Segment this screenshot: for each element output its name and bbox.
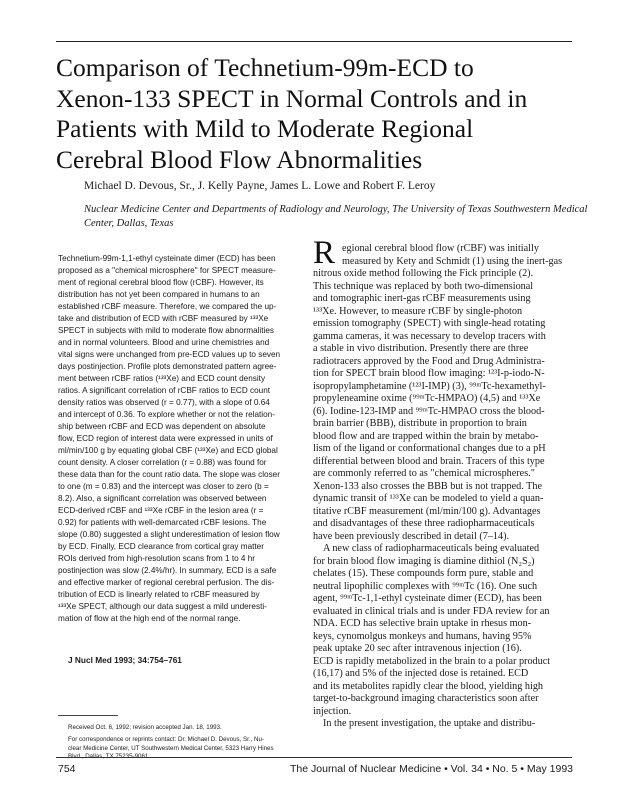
abstract-line: ROIs derived from high-resolution scans from 1 to 4 hr bbox=[58, 554, 256, 563]
article-title bbox=[56, 53, 576, 175]
abstract-line: and in normal volunteers. Blood and urine chemistries and bbox=[58, 338, 270, 347]
abstract-line: ship between rCBF and ECD was dependent on absolute bbox=[58, 422, 266, 431]
body-line: In the present investigation, the uptake and distribu- bbox=[323, 718, 536, 729]
title-line: Patients with Mild to Moderate Regional bbox=[56, 114, 474, 143]
abstract-line: flow, ECD region of interest data were expressed in units of bbox=[58, 434, 273, 443]
body-line: target-to-background imaging characteristics soon after bbox=[313, 693, 539, 704]
abstract-line: proposed as a "chemical microsphere" for SPECT measure- bbox=[58, 266, 276, 275]
footnote-line: For correspondence or reprints contact: Dr. Michael D. Devous, Sr., Nu- bbox=[68, 735, 265, 743]
title-line: Cerebral Blood Flow Abnormalities bbox=[56, 144, 423, 174]
title-line: Comparison of Technetium-99m-ECD to bbox=[56, 53, 474, 82]
bottom-rule bbox=[56, 757, 572, 758]
body-line: egional cerebral blood flow (rCBF) was initially bbox=[342, 243, 539, 254]
body-line: NDA. ECD has selective brain uptake in rhesus mon- bbox=[313, 618, 532, 629]
body-text bbox=[313, 243, 575, 731]
citation: J Nucl Med 1993; 34:754–761 bbox=[68, 655, 182, 665]
body-line: ¹³³Xe. However, to measure rCBF by single-photon bbox=[313, 305, 523, 317]
affiliation-line: Nuclear Medicine Center and Departments of Radiology and Neurology, The University of Texas Southwestern Medical bbox=[84, 204, 588, 215]
author-list: Michael D. Devous, Sr., J. Kelly Payne, James L. Lowe and Robert F. Leroy bbox=[84, 180, 436, 192]
body-line: have been previously described in detail (7–14). bbox=[313, 530, 510, 542]
abstract-line: days postinjection. Profile plots demonstrated pattern agree- bbox=[58, 362, 277, 371]
abstract-line: slope (0.80) suggested a slight underestimation of lesion flow bbox=[58, 530, 280, 539]
abstract-line: distribution has not yet been compared in humans to an bbox=[58, 290, 260, 299]
body-line: agent, ⁹⁹ᵐTc-1,1-ethyl cysteinate dimer (ECD), has been bbox=[313, 593, 542, 604]
abstract-line: 8.2). Also, a significant correlation was observed between bbox=[58, 494, 267, 503]
body-line: keys, cynomolgus monkeys and humans, having 95% bbox=[313, 630, 532, 642]
body-line: and disadvantages of these three radiopharmaceuticals bbox=[313, 518, 535, 529]
body-line: a stable in vivo distribution. Presently there are three bbox=[313, 343, 529, 354]
abstract-line: ratios. A significant correlation of rCBF ratios to ECD count bbox=[58, 386, 271, 395]
abstract-line: postinjection was slow (2.4%/hr). In summary, ECD is a safe bbox=[58, 566, 277, 575]
abstract-line: to one (m = 0.83) and the intercept was closer to zero (b = bbox=[58, 482, 269, 491]
drop-cap: R bbox=[313, 235, 336, 271]
body-line: (16,17) and 5% of the injected dose is retained. ECD bbox=[313, 668, 529, 679]
body-line: ECD is rapidly metabolized in the brain to a polar product bbox=[313, 655, 551, 667]
abstract-line: ment of regional cerebral blood flow (rCBF). However, its bbox=[58, 278, 264, 287]
body-line: lism of the ligand or conformational changes due to a pH bbox=[313, 443, 546, 454]
abstract-line: count density. A closer correlation (r = 0.88) was found for bbox=[58, 458, 267, 467]
body-line: and tomographic inert-gas rCBF measurements using bbox=[313, 293, 531, 304]
page-number: 754 bbox=[58, 763, 76, 775]
body-line: propyleneamine oxime (⁹⁹ᵐTc-HMPAO) (4,5) and ¹³³Xe bbox=[313, 393, 541, 404]
body-line: A new class of radiopharmaceuticals being evaluated bbox=[323, 543, 540, 554]
abstract-line: SPECT in subjects with mild to moderate flow abnormalities bbox=[58, 326, 274, 335]
body-line: tion for SPECT brain blood flow imaging: ¹²³I-p-iodo-N- bbox=[313, 368, 545, 379]
body-line: for brain blood flow imaging is diamine dithiol (N₂S₂) bbox=[313, 555, 535, 567]
abstract-line: by ECD. Finally, ECD clearance from cortical gray matter bbox=[58, 542, 264, 551]
abstract-line: established rCBF measure. Therefore, we compared the up- bbox=[58, 302, 277, 311]
footnote-line: clear Medicine Center, UT Southwestern Medical Center, 5323 Harry Hines bbox=[68, 744, 274, 752]
abstract-line: vital signs were unchanged from pre-ECD values up to seven bbox=[58, 350, 281, 359]
body-line: differential between blood and brain. Tracers of this type bbox=[313, 455, 545, 467]
body-line: are commonly referred to as "chemical microspheres." bbox=[313, 468, 535, 479]
body-line: dynamic transit of ¹³³Xe can be modeled to yield a quan- bbox=[313, 493, 544, 504]
abstract-line: ECD-derived rCBF and ¹³³Xe rCBF in the lesion area (r = bbox=[58, 506, 264, 515]
affiliation bbox=[84, 203, 588, 230]
abstract-line: Technetium-99m-1,1-ethyl cysteinate dimer (ECD) has been bbox=[58, 254, 276, 263]
abstract-line: and intercept of 0.36. To explore whether or not the relation- bbox=[58, 410, 275, 419]
body-line: isopropylamphetamine (¹²³I-IMP) (3), ⁹⁹ᵐTc-hexamethyl- bbox=[313, 380, 546, 392]
abstract bbox=[58, 253, 303, 625]
abstract-line: and effective marker of regional cerebral perfusion. The dis- bbox=[58, 578, 275, 587]
body-line: and its metabolites rapidly clear the blood, yielding high bbox=[313, 680, 544, 692]
top-rule bbox=[56, 41, 572, 42]
body-line: emission tomography (SPECT) with single-head rotating bbox=[313, 318, 546, 329]
affiliation-line: Center, Dallas, Texas bbox=[84, 217, 174, 229]
body-line: gamma cameras, it was necessary to develop tracers with bbox=[313, 330, 546, 342]
body-line: injection. bbox=[313, 705, 352, 717]
body-line: This technique was replaced by both two-dimensional bbox=[313, 280, 534, 292]
journal-footer: The Journal of Nuclear Medicine • Vol. 34 • No. 5 • May 1993 bbox=[290, 763, 574, 775]
abstract-line: take and distribution of ECD with rCBF measured by ¹³³Xe bbox=[58, 314, 269, 323]
abstract-line: mation of flow at the high end of the normal range. bbox=[58, 614, 241, 623]
footnote-rule bbox=[58, 715, 118, 716]
footnote-received: Received Oct. 6, 1992; revision accepted Jan. 18, 1993. bbox=[68, 724, 222, 731]
body-line: peak uptake 20 sec after intravenous injection (16). bbox=[313, 643, 522, 654]
abstract-line: 0.92) for patients with well-demarcated rCBF lesions. The bbox=[58, 518, 267, 527]
body-line: titative rCBF measurement (ml/min/100 g). Advantages bbox=[313, 505, 541, 517]
abstract-line: ml/min/100 g by equating global CBF (¹³³Xe) and ECD global bbox=[58, 446, 278, 455]
body-line: radiotracers approved by the Food and Drug Administra- bbox=[313, 355, 545, 367]
body-line: (6). Iodine-123-IMP and ⁹⁹ᵐTc-HMPAO cross the blood- bbox=[313, 405, 545, 417]
abstract-line: these data than for the count ratio data. The slope was closer bbox=[58, 470, 280, 479]
abstract-line: tribution of ECD is linearly related to rCBF measured by bbox=[58, 590, 260, 599]
abstract-line: ¹³³Xe SPECT, although our data suggest a mild underesti- bbox=[58, 602, 267, 611]
body-line: measured by Kety and Schmidt (1) using the inert-gas bbox=[342, 255, 563, 267]
title-line: Xenon-133 SPECT in Normal Controls and in bbox=[56, 83, 528, 113]
body-line: evaluated in clinical trials and is under FDA review for an bbox=[313, 605, 550, 617]
abstract-line: ment between rCBF ratios (¹³³Xe) and ECD count density bbox=[58, 374, 266, 383]
body-line: Xenon-133 also crosses the BBB but is not trapped. The bbox=[313, 480, 542, 492]
body-line: brain barrier (BBB), distribute in proportion to brain bbox=[313, 418, 527, 429]
body-line: neutral lipophilic complexes with ⁹⁹ᵐTc (16). One such bbox=[313, 580, 538, 592]
body-line: nitrous oxide method following the Fick principle (2). bbox=[313, 268, 534, 279]
body-line: blood flow and are trapped within the brain by metabo- bbox=[313, 430, 539, 442]
body-line: chelates (15). These compounds form pure, stable and bbox=[313, 568, 534, 579]
abstract-line: density ratios was observed (r = 0.77), with a slope of 0.64 bbox=[58, 398, 270, 407]
